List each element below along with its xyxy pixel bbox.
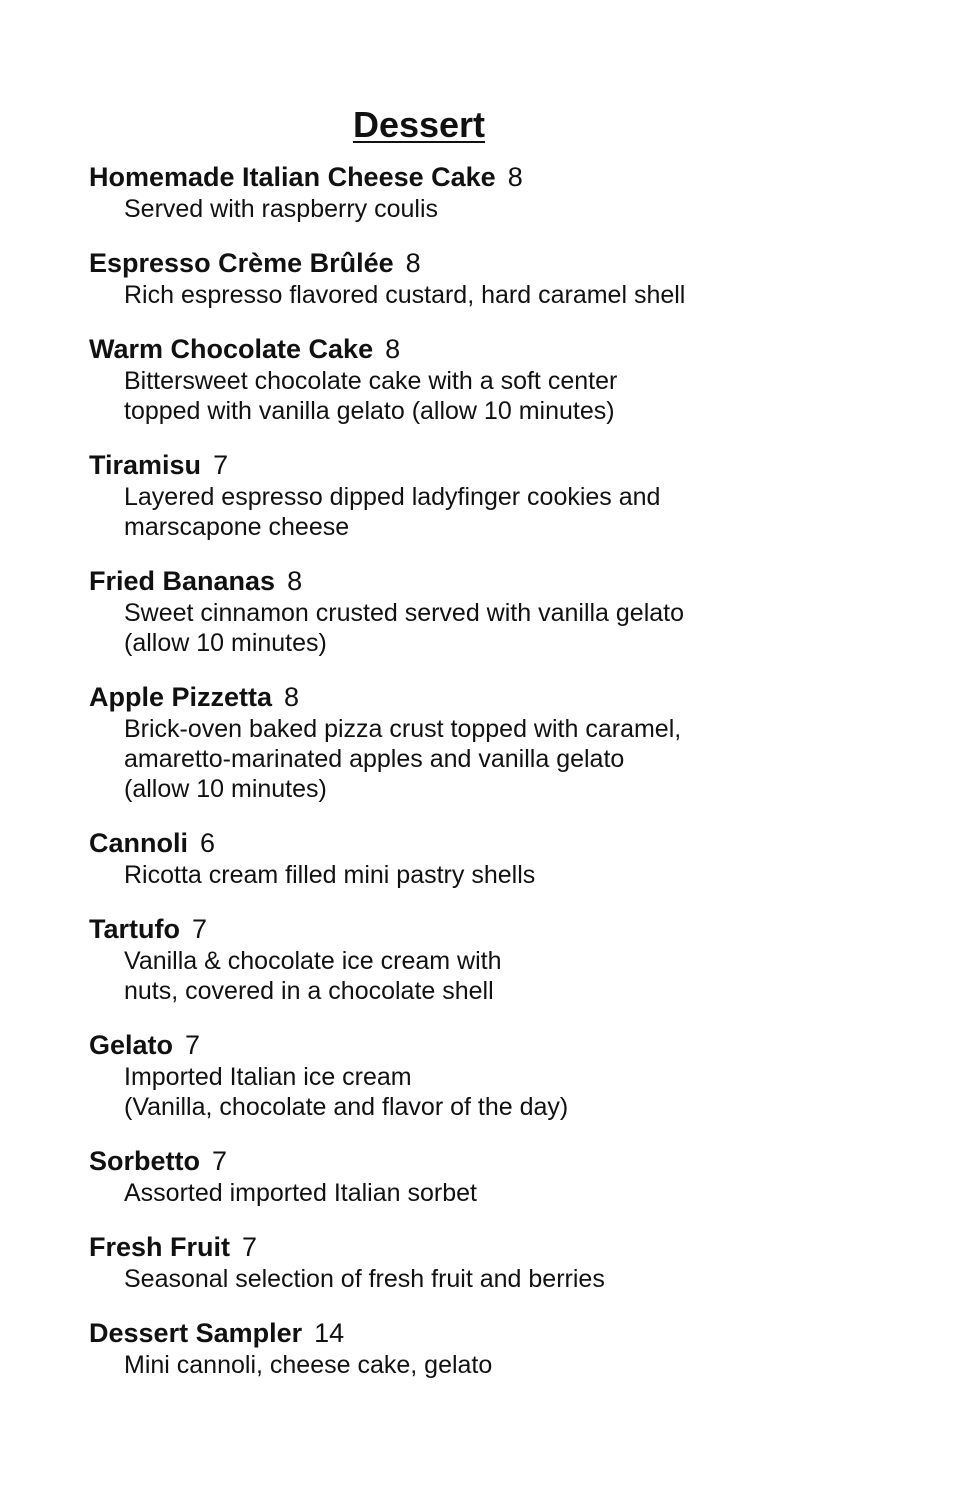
menu-item-price: 7: [191, 914, 208, 944]
menu-item-price: 7: [185, 1030, 201, 1060]
description-line: (Vanilla, chocolate and flavor of the day): [124, 1093, 569, 1121]
menu-item: [89, 566, 789, 658]
menu-item-name: Espresso Crème Brûlée: [89, 248, 394, 278]
menu-item-name: Fried Bananas: [89, 566, 276, 596]
menu-item: [89, 1146, 789, 1208]
menu-item: [89, 682, 789, 804]
description-line: nuts, covered in a chocolate shell: [124, 977, 494, 1005]
menu-item-price: 7: [213, 450, 229, 480]
menu-item-description: [89, 858, 789, 890]
menu-item-heading: [89, 162, 789, 192]
menu-item-price: 8: [507, 162, 523, 192]
menu-item-name: Gelato: [89, 1030, 174, 1060]
menu-item-heading: [89, 1146, 789, 1176]
description-line: amaretto-marinated apples and vanilla gelato: [124, 745, 625, 773]
menu-item: [89, 1232, 789, 1294]
menu-item-name: Tartufo: [89, 914, 180, 944]
menu-item-description: [89, 480, 789, 542]
menu-item-name: Warm Chocolate Cake: [89, 334, 374, 364]
dessert-menu: [89, 104, 789, 1404]
description-line: Brick-oven baked pizza crust topped with caramel,: [124, 715, 682, 743]
description-line: Rich espresso flavored custard, hard caramel shell: [124, 281, 686, 309]
menu-item-price: 14: [314, 1318, 345, 1348]
menu-item-price: 7: [242, 1232, 258, 1262]
menu-item: [89, 162, 789, 224]
menu-item-price: 8: [284, 682, 300, 712]
menu-item: [89, 914, 789, 1006]
description-line: Served with raspberry coulis: [124, 195, 439, 223]
menu-item-price: 8: [385, 334, 401, 364]
description-line: Layered espresso dipped ladyfinger cookies and: [124, 483, 661, 511]
menu-item-heading: [89, 334, 789, 364]
menu-item-heading: [89, 682, 789, 712]
menu-item-description: [89, 712, 789, 804]
menu-item-description: [89, 944, 789, 1006]
menu-item-description: [89, 1176, 789, 1208]
menu-item-heading: [89, 1030, 789, 1060]
menu-item-description: [89, 364, 789, 426]
menu-item-price: 7: [212, 1146, 228, 1176]
menu-item-heading: [89, 828, 789, 858]
description-line: Assorted imported Italian sorbet: [124, 1179, 477, 1207]
menu-item-name: Tiramisu: [89, 450, 202, 480]
description-line: Ricotta cream filled mini pastry shells: [124, 861, 536, 889]
menu-item-description: [89, 278, 789, 310]
menu-item-description: [89, 596, 789, 658]
menu-item-heading: [89, 1232, 789, 1262]
menu-item-name: Dessert Sampler: [89, 1318, 303, 1348]
description-line: Vanilla & chocolate ice cream with: [124, 947, 502, 975]
menu-item: [89, 334, 789, 426]
menu-title: Dessert: [352, 104, 486, 145]
menu-item-list: [89, 162, 789, 1380]
menu-item-heading: [89, 450, 789, 480]
menu-item: [89, 248, 789, 310]
menu-item-price: 8: [405, 248, 421, 278]
menu-item: [89, 1030, 789, 1122]
menu-item-heading: [89, 248, 789, 278]
menu-item-description: [89, 1348, 789, 1380]
description-line: Sweet cinnamon crusted served with vanilla gelato: [124, 599, 685, 627]
description-line: marscapone cheese: [124, 513, 350, 541]
menu-item: [89, 1318, 789, 1380]
description-line: (allow 10 minutes): [124, 629, 327, 657]
menu-item-price: 8: [287, 566, 303, 596]
description-line: topped with vanilla gelato (allow 10 minutes): [124, 397, 615, 425]
menu-item-name: Sorbetto: [89, 1146, 200, 1176]
menu-item: [89, 450, 789, 542]
menu-item-heading: [89, 914, 789, 944]
menu-item: [89, 828, 789, 890]
menu-item-heading: [89, 1318, 789, 1348]
menu-item-description: [89, 192, 789, 224]
description-line: Bittersweet chocolate cake with a soft center: [124, 367, 618, 395]
menu-item-name: Fresh Fruit: [89, 1232, 231, 1262]
menu-item-price: 6: [200, 828, 216, 858]
description-line: (allow 10 minutes): [124, 775, 327, 803]
description-line: Imported Italian ice cream: [124, 1063, 412, 1091]
menu-item-name: Homemade Italian Cheese Cake: [89, 162, 496, 192]
menu-item-name: Cannoli: [89, 828, 188, 858]
description-line: Seasonal selection of fresh fruit and berries: [124, 1265, 605, 1293]
description-line: Mini cannoli, cheese cake, gelato: [124, 1351, 493, 1379]
menu-item-description: [89, 1262, 789, 1294]
menu-item-heading: [89, 566, 789, 596]
menu-item-name: Apple Pizzetta: [89, 682, 273, 712]
menu-item-description: [89, 1060, 789, 1122]
